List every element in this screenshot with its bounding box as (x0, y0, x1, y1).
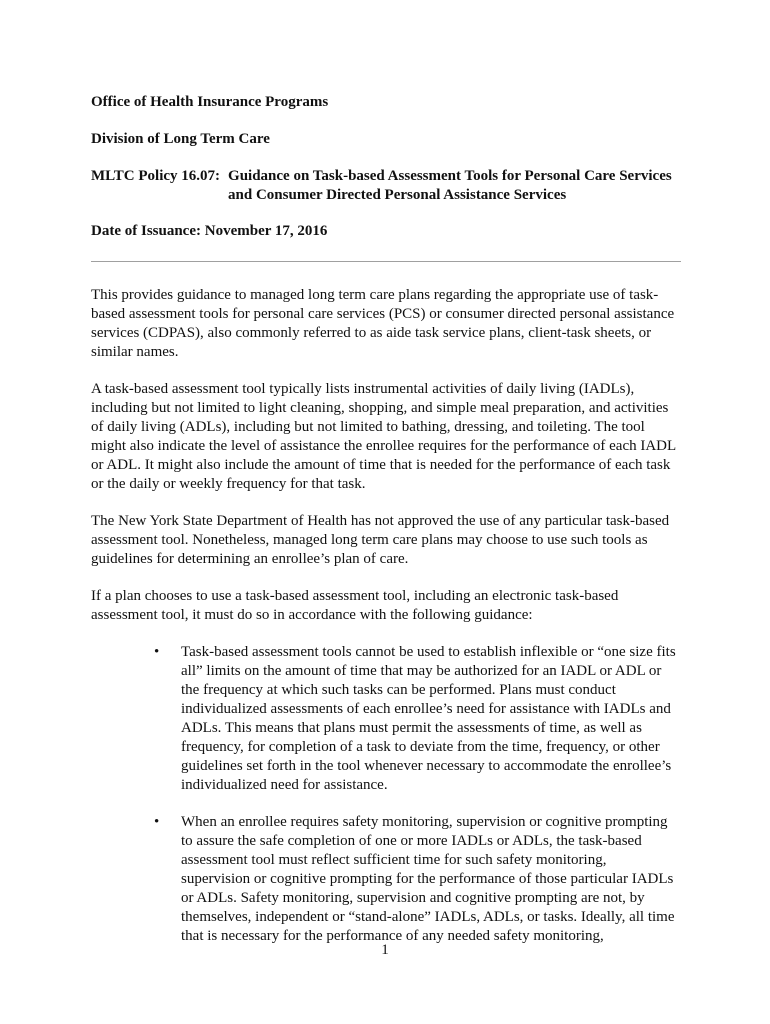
list-item-text: Task-based assessment tools cannot be used to establish inflexible or “one size fits all” limits on the amount of time that may be authorized for an IADL or ADL or the frequency at which such tasks can be performed. Plans must conduct individualized assessments of each enrollee’s need for assistance with IADLs and ADLs. This means that plans must permit the assessments of time, as well as frequency, for completion of a task to deviate from the time, frequency, or other guidelines set forth in the tool whenever necessary to accommodate the enrollee’s individualized need for assistance. (181, 644, 676, 793)
division-heading: Division of Long Term Care (91, 131, 270, 147)
list-item (154, 813, 681, 946)
issuance-date: Date of Issuance: November 17, 2016 (91, 223, 328, 239)
header-divider (91, 261, 681, 262)
page-number: 1 (381, 942, 389, 958)
paragraph-definition: A task-based assessment tool typically lists instrumental activities of daily living (IADLs), including but not limited to light cleaning, shopping, and simple meal preparation, and activities of daily living (ADLs), including but not limited to bathing, dressing, and toileting. The tool might also indicate the level of assistance the enrollee requires for the performance of each IADL or ADL. It might also include the amount of time that is needed for the performance of each task or the daily or weekly frequency for that task. (91, 381, 676, 492)
paragraph-approval: The New York State Department of Health has not approved the use of any particular task-based assessment tool. Nonetheless, managed long term care plans may choose to use such tools as guidelines for determining an enrollee’s plan of care. (91, 513, 670, 567)
policy-label: MLTC Policy 16.07: (91, 168, 221, 184)
guidance-list (91, 643, 681, 946)
policy-title: Guidance on Task-based Assessment Tools for Personal Care Services and Consumer Directed Personal Assistance Services (228, 168, 672, 203)
list-item (154, 643, 681, 795)
office-heading: Office of Health Insurance Programs (91, 94, 329, 110)
bullet-icon: • (154, 814, 160, 830)
document-content (91, 93, 681, 964)
paragraph-guidance-intro: If a plan chooses to use a task-based assessment tool, including an electronic task-based assessment tool, it must do so in accordance with the following guidance: (91, 588, 619, 623)
list-item-text: When an enrollee requires safety monitoring, supervision or cognitive prompting to assure the safe completion of one or more IADLs or ADLs, the task-based assessment tool must reflect sufficient time for such safety monitoring, supervision or cognitive prompting for the performance of those particular IADLs or ADLs. Safety monitoring, supervision and cognitive prompting are not, by themselves, independent or “stand-alone” IADLs, ADLs, or tasks. Ideally, all time that is necessary for the performance of any needed safety monitoring, (181, 814, 675, 944)
bullet-icon: • (154, 644, 160, 660)
policy-heading (91, 167, 681, 205)
paragraph-intro: This provides guidance to managed long term care plans regarding the appropriate use of task-based assessment tools for personal care services (PCS) or consumer directed personal assistance services (CDPAS), also commonly referred to as aide task service plans, client-task sheets, or similar names. (91, 287, 675, 360)
